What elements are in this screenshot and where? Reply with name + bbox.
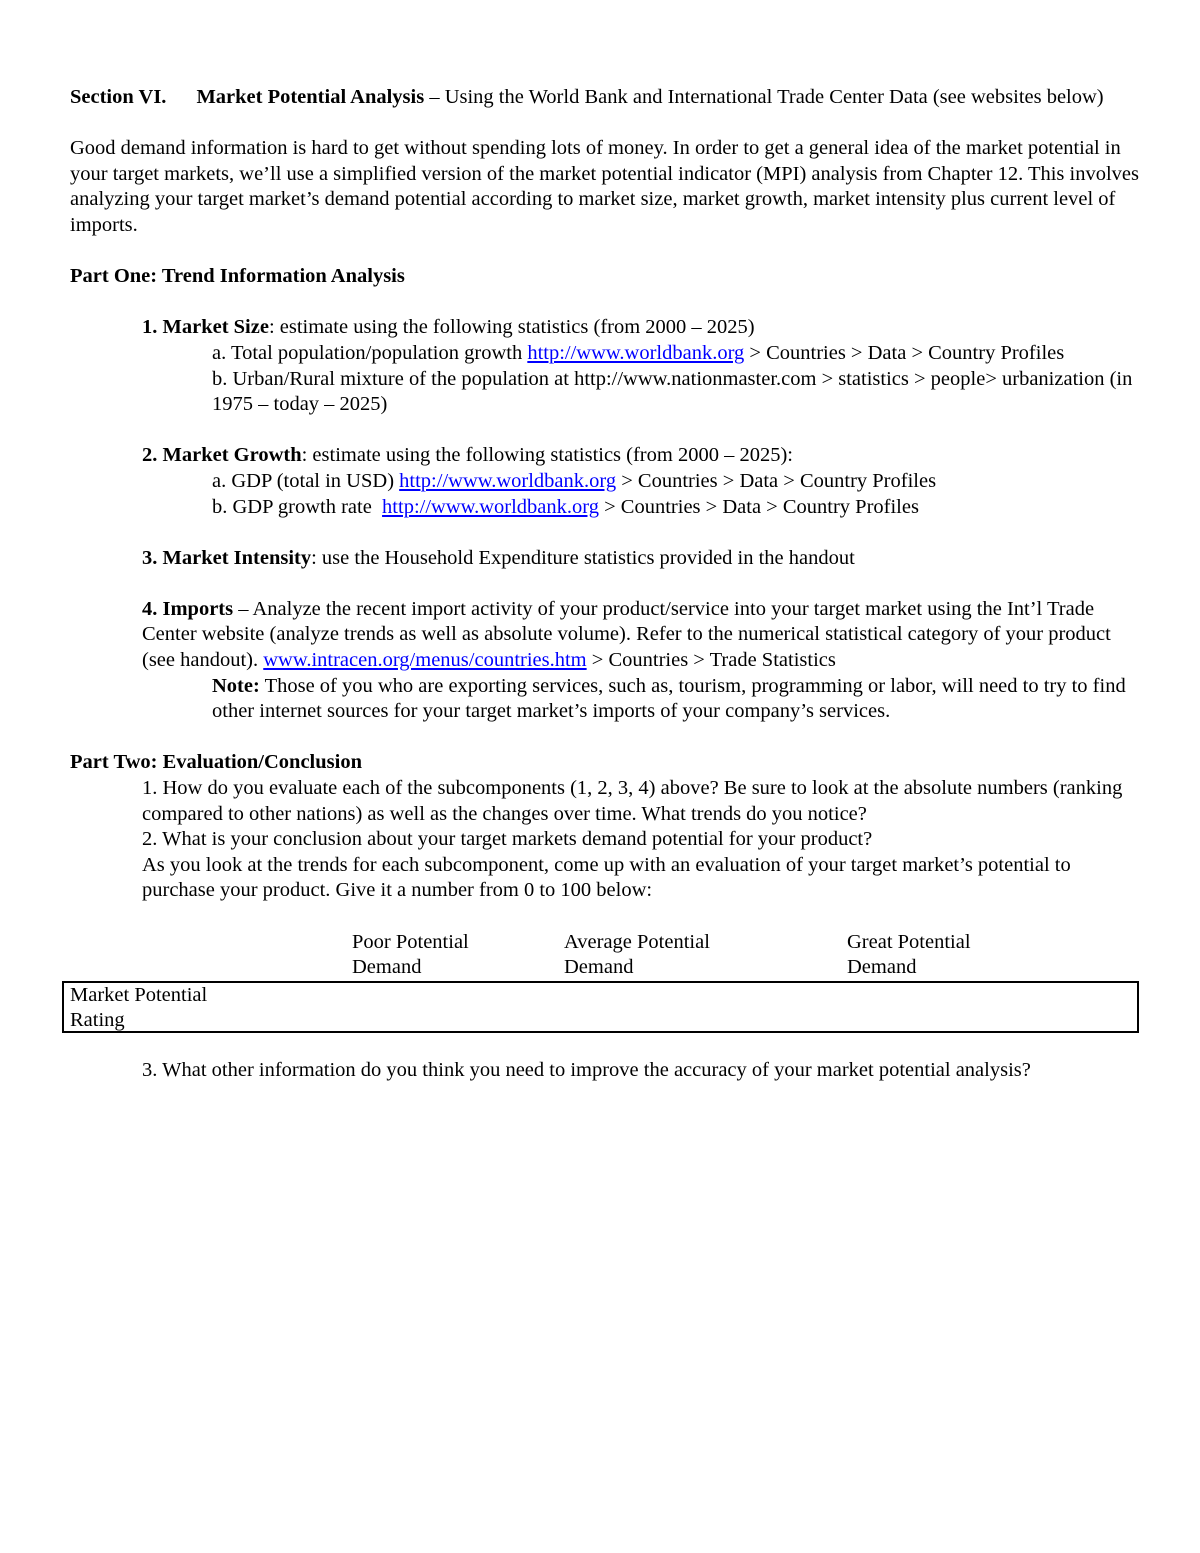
- sub-item: b. GDP growth rate http://www.worldbank.org > Countries > Data > Country Profiles: [212, 495, 919, 518]
- part-two-heading: Part Two: Evaluation/Conclusion: [70, 751, 362, 774]
- item-label: 4. Imports: [142, 597, 234, 620]
- rating-row-label: Market Potential: [70, 983, 208, 1006]
- sub-item: b. Urban/Rural mixture of the population at http://www.nationmaster.com > statistics > people> urbanization (in 1975 – today – 2025): [212, 367, 1133, 416]
- market-potential-rating-table[interactable]: [62, 981, 1139, 1033]
- sub-item: a. GDP (total in USD) http://www.worldbank.org > Countries > Data > Country Profiles: [212, 469, 937, 492]
- item-market-intensity: 3. Market Intensity: use the Household Expenditure statistics provided in the handout: [142, 546, 855, 569]
- item-label: 1. Market Size: [142, 316, 269, 339]
- worldbank-link[interactable]: http://www.worldbank.org: [399, 469, 617, 492]
- item-imports: 4. Imports – Analyze the recent import activity of your product/service into your target market using the Int’l Trade Center website (analyze trends as well as absolute volume). Refer to the numerical statistical category of your product (see handout). www.intracen.org/menus/countries.htm > Countries > Trade Statistics Note: Those of you who are exporting services, such as, tourism, programming or labor, will need to try to find other internet sources for your target market’s imports of your company’s services.: [70, 597, 1140, 725]
- worldbank-link[interactable]: http://www.worldbank.org: [382, 495, 599, 518]
- part-one-heading: Part One: Trend Information Analysis: [70, 265, 405, 288]
- rating-scale-header: [70, 930, 1140, 981]
- section-subtitle: – Using the World Bank and International Trade Center Data (see websites below): [424, 86, 1104, 108]
- note: Note: Those of you who are exporting services, such as, tourism, programming or labor, will need to try to find other internet sources for your target market’s imports of your company’s services.: [212, 674, 1126, 723]
- worldbank-link[interactable]: http://www.worldbank.org: [527, 341, 745, 364]
- section-label: Section VI.: [70, 86, 167, 108]
- intracen-link[interactable]: www.intracen.org/menus/countries.htm: [263, 649, 587, 672]
- rating-col-great: Great Potential Demand: [847, 930, 971, 979]
- rating-col-poor: Poor Potential Demand: [352, 930, 469, 979]
- question-2-detail: As you look at the trends for each subcomponent, come up with an evaluation of your target market’s potential to purchase your product. Give it a number from 0 to 100 below:: [142, 853, 1071, 902]
- question-2: 2. What is your conclusion about your target markets demand potential for your product?: [142, 828, 873, 851]
- sub-item: a. Total population/population growth http://www.worldbank.org > Countries > Data > Country Profiles: [212, 341, 1065, 364]
- item-market-size: 1. Market Size: estimate using the following statistics (from 2000 – 2025) a. Total population/population growth http://www.worldbank.org > Countries > Data > Country Profiles b. Urban/Rural mixture of the population at http://www.nationmaster.com > statistics > people> urbanization (in 1975 – today – 2025): [70, 315, 1140, 417]
- question-1: 1. How do you evaluate each of the subcomponents (1, 2, 3, 4) above? Be sure to look at the absolute numbers (ranking compared to other nations) as well as the changes over time. What trends do you notice?: [142, 777, 1123, 825]
- section-title: Market Potential Analysis: [196, 86, 425, 108]
- item-market-growth: 2. Market Growth: estimate using the following statistics (from 2000 – 2025): a. GDP (total in USD) http://www.worldbank.org > Countries > Data > Country Profiles b. GDP growth rate http://www.worldbank.org > Countries > Data > Country Profiles: [70, 443, 1140, 520]
- intro-paragraph: Good demand information is hard to get without spending lots of money. In order to get a general idea of the market potential in your target markets, we’ll use a simplified version of the market potential indicator (MPI) analysis from Chapter 12. This involves analyzing your target market’s demand potential according to market size, market growth, market intensity plus current level of imports.: [70, 137, 1139, 236]
- item-label: 2. Market Growth: [142, 444, 302, 467]
- item-label: 3. Market Intensity: [142, 546, 312, 569]
- question-3: 3. What other information do you think you need to improve the accuracy of your market potential analysis?: [142, 1059, 1031, 1082]
- rating-row-label: Rating: [70, 1009, 125, 1032]
- section-heading: [70, 85, 1140, 111]
- rating-col-average: Average Potential Demand: [564, 930, 710, 979]
- document-page: [70, 85, 1140, 1084]
